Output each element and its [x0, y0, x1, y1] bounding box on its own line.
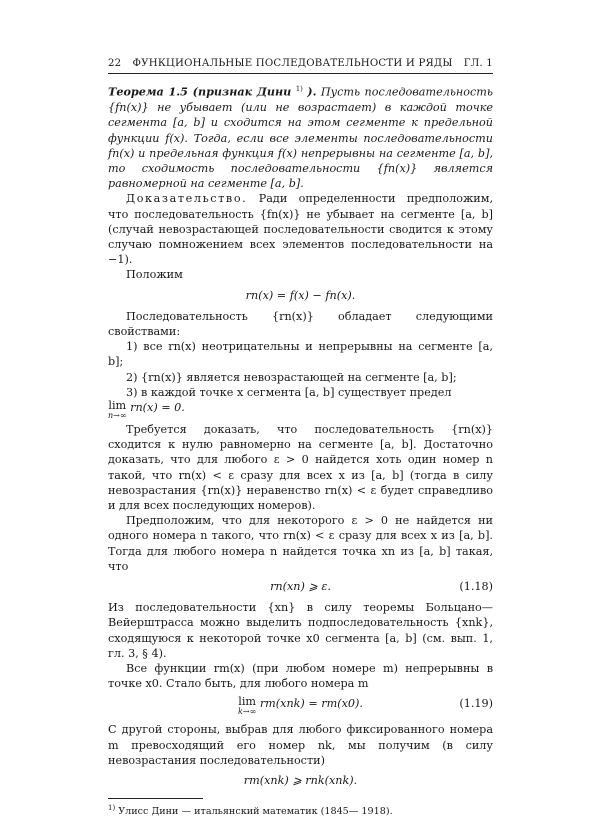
suppose-paragraph: Предположим, что для некоторого ε > 0 не найдется ни одного номера n такого, что rn(x) < ε сразу для всех x из [a, b]. Тогда для любого номера n найдется точка xn из [a, b] такая, что — [108, 514, 493, 573]
property-3-text: 3) в каждой точке x сегмента [a, b] существует предел — [126, 385, 452, 399]
footnote — [108, 802, 493, 818]
property-2: 2) {rn(x)} является невозрастающей на сегменте [a, b]; — [126, 370, 457, 384]
limit-subscript: k→∞ — [238, 707, 257, 717]
equation-1-19-number: (1.19) — [459, 697, 493, 711]
proof-intro: Ради определенности предположим, что последовательность {fn(x)} не убывает на сегменте [a, b] (случай невозрастающей последовательности сводится к этому случаю помножением всех элементов последовательности на −1). — [108, 192, 494, 267]
theorem — [108, 82, 493, 191]
set-text: Положим — [126, 268, 183, 282]
footnote-rule — [108, 798, 203, 799]
proof-intro-paragraph — [108, 191, 493, 267]
other-side-paragraph: С другой стороны, выбрав для любого фиксированного номера m превосходящий его номер nk, мы получим (в силу невозрастания последовательности) — [108, 723, 493, 767]
equation-1-18 — [108, 579, 493, 594]
page — [108, 56, 493, 818]
equation-1-18-body: rn(xn) ⩾ ε. — [270, 580, 331, 594]
properties-intro: Последовательность {rn(x)} обладает следующими свойствами: — [108, 309, 493, 338]
limit-operator — [108, 400, 127, 420]
equation-rn: rn(x) = f(x) − fn(x). — [245, 288, 356, 302]
equation-1-19-body: rm(xnk) = rm(x0). — [259, 697, 363, 711]
theorem-label: Теорема 1.5 (признак Дини — [108, 84, 292, 99]
theorem-label-close: ). — [307, 84, 317, 99]
functions-paragraph: Все функции rm(x) (при любом номере m) непрерывны в точке x0. Стало быть, для любого номера m — [108, 662, 493, 691]
chapter-label: ГЛ. 1 — [463, 58, 493, 69]
theorem-statement: Пусть последовательность {fn(x)} не убывает (или не возрастает) в каждой точке сегмента [a, b] и сходится на этом сегменте к предельной функции f(x). Тогда, если все элементы последовательности fn(x) и предельная функция f(x) непрерывны на сегменте [a, b], то сходимость последовательности {fn(x)} является равномерной на сегменте [a, b]. — [108, 85, 493, 191]
running-title: ФУНКЦИОНАЛЬНЫЕ ПОСЛЕДОВАТЕЛЬНОСТИ И РЯДЫ — [132, 58, 453, 69]
page-number: 22 — [108, 58, 122, 69]
required-paragraph: Требуется доказать, что последовательность {rn(x)} сходится к нулю равномерно на сегменте [a, b]. Достаточно доказать, что для любого ε > 0 найдется хоть один номер n такой, что rn(x) < ε сразу для всех x из [a, b] (тогда в силу невозрастания {rn(x)} неравенство rn(x) < ε будет справедливо и для всех последующих номеров). — [108, 423, 493, 513]
footnote-text: Улисс Дини — итальянский математик (1845— 1918). — [118, 806, 393, 818]
footnote-mark: 1) — [108, 804, 116, 813]
limit-body: rn(x) = 0. — [130, 401, 185, 414]
running-header — [108, 56, 493, 74]
property-1: 1) все rn(x) неотрицательны и непрерывны на сегменте [a, b]; — [108, 340, 493, 369]
property-3 — [108, 385, 493, 400]
equation-1-19-limit — [238, 696, 256, 716]
limit-word: lim — [108, 399, 127, 412]
limit-subscript: n→∞ — [108, 411, 127, 420]
bolzano-paragraph: Из последовательности {xn} в силу теоремы Больцано—Вейерштрасса можно выделить подпоследовательность {xnk}, сходящуюся к некоторой точке x0 сегмента [a, b] (см. вып. 1, гл. 3, § 4). — [108, 601, 493, 660]
equation-last: rm(xnk) ⩾ rnk(xnk). — [243, 774, 358, 788]
limit-word: lim — [238, 695, 257, 709]
footnote-ref: 1) — [295, 85, 303, 94]
equation-1-19 — [108, 696, 493, 716]
equation-1-18-number: (1.18) — [459, 580, 493, 594]
proof-label: Доказательство. — [126, 192, 248, 206]
property-3-limit — [108, 400, 493, 420]
